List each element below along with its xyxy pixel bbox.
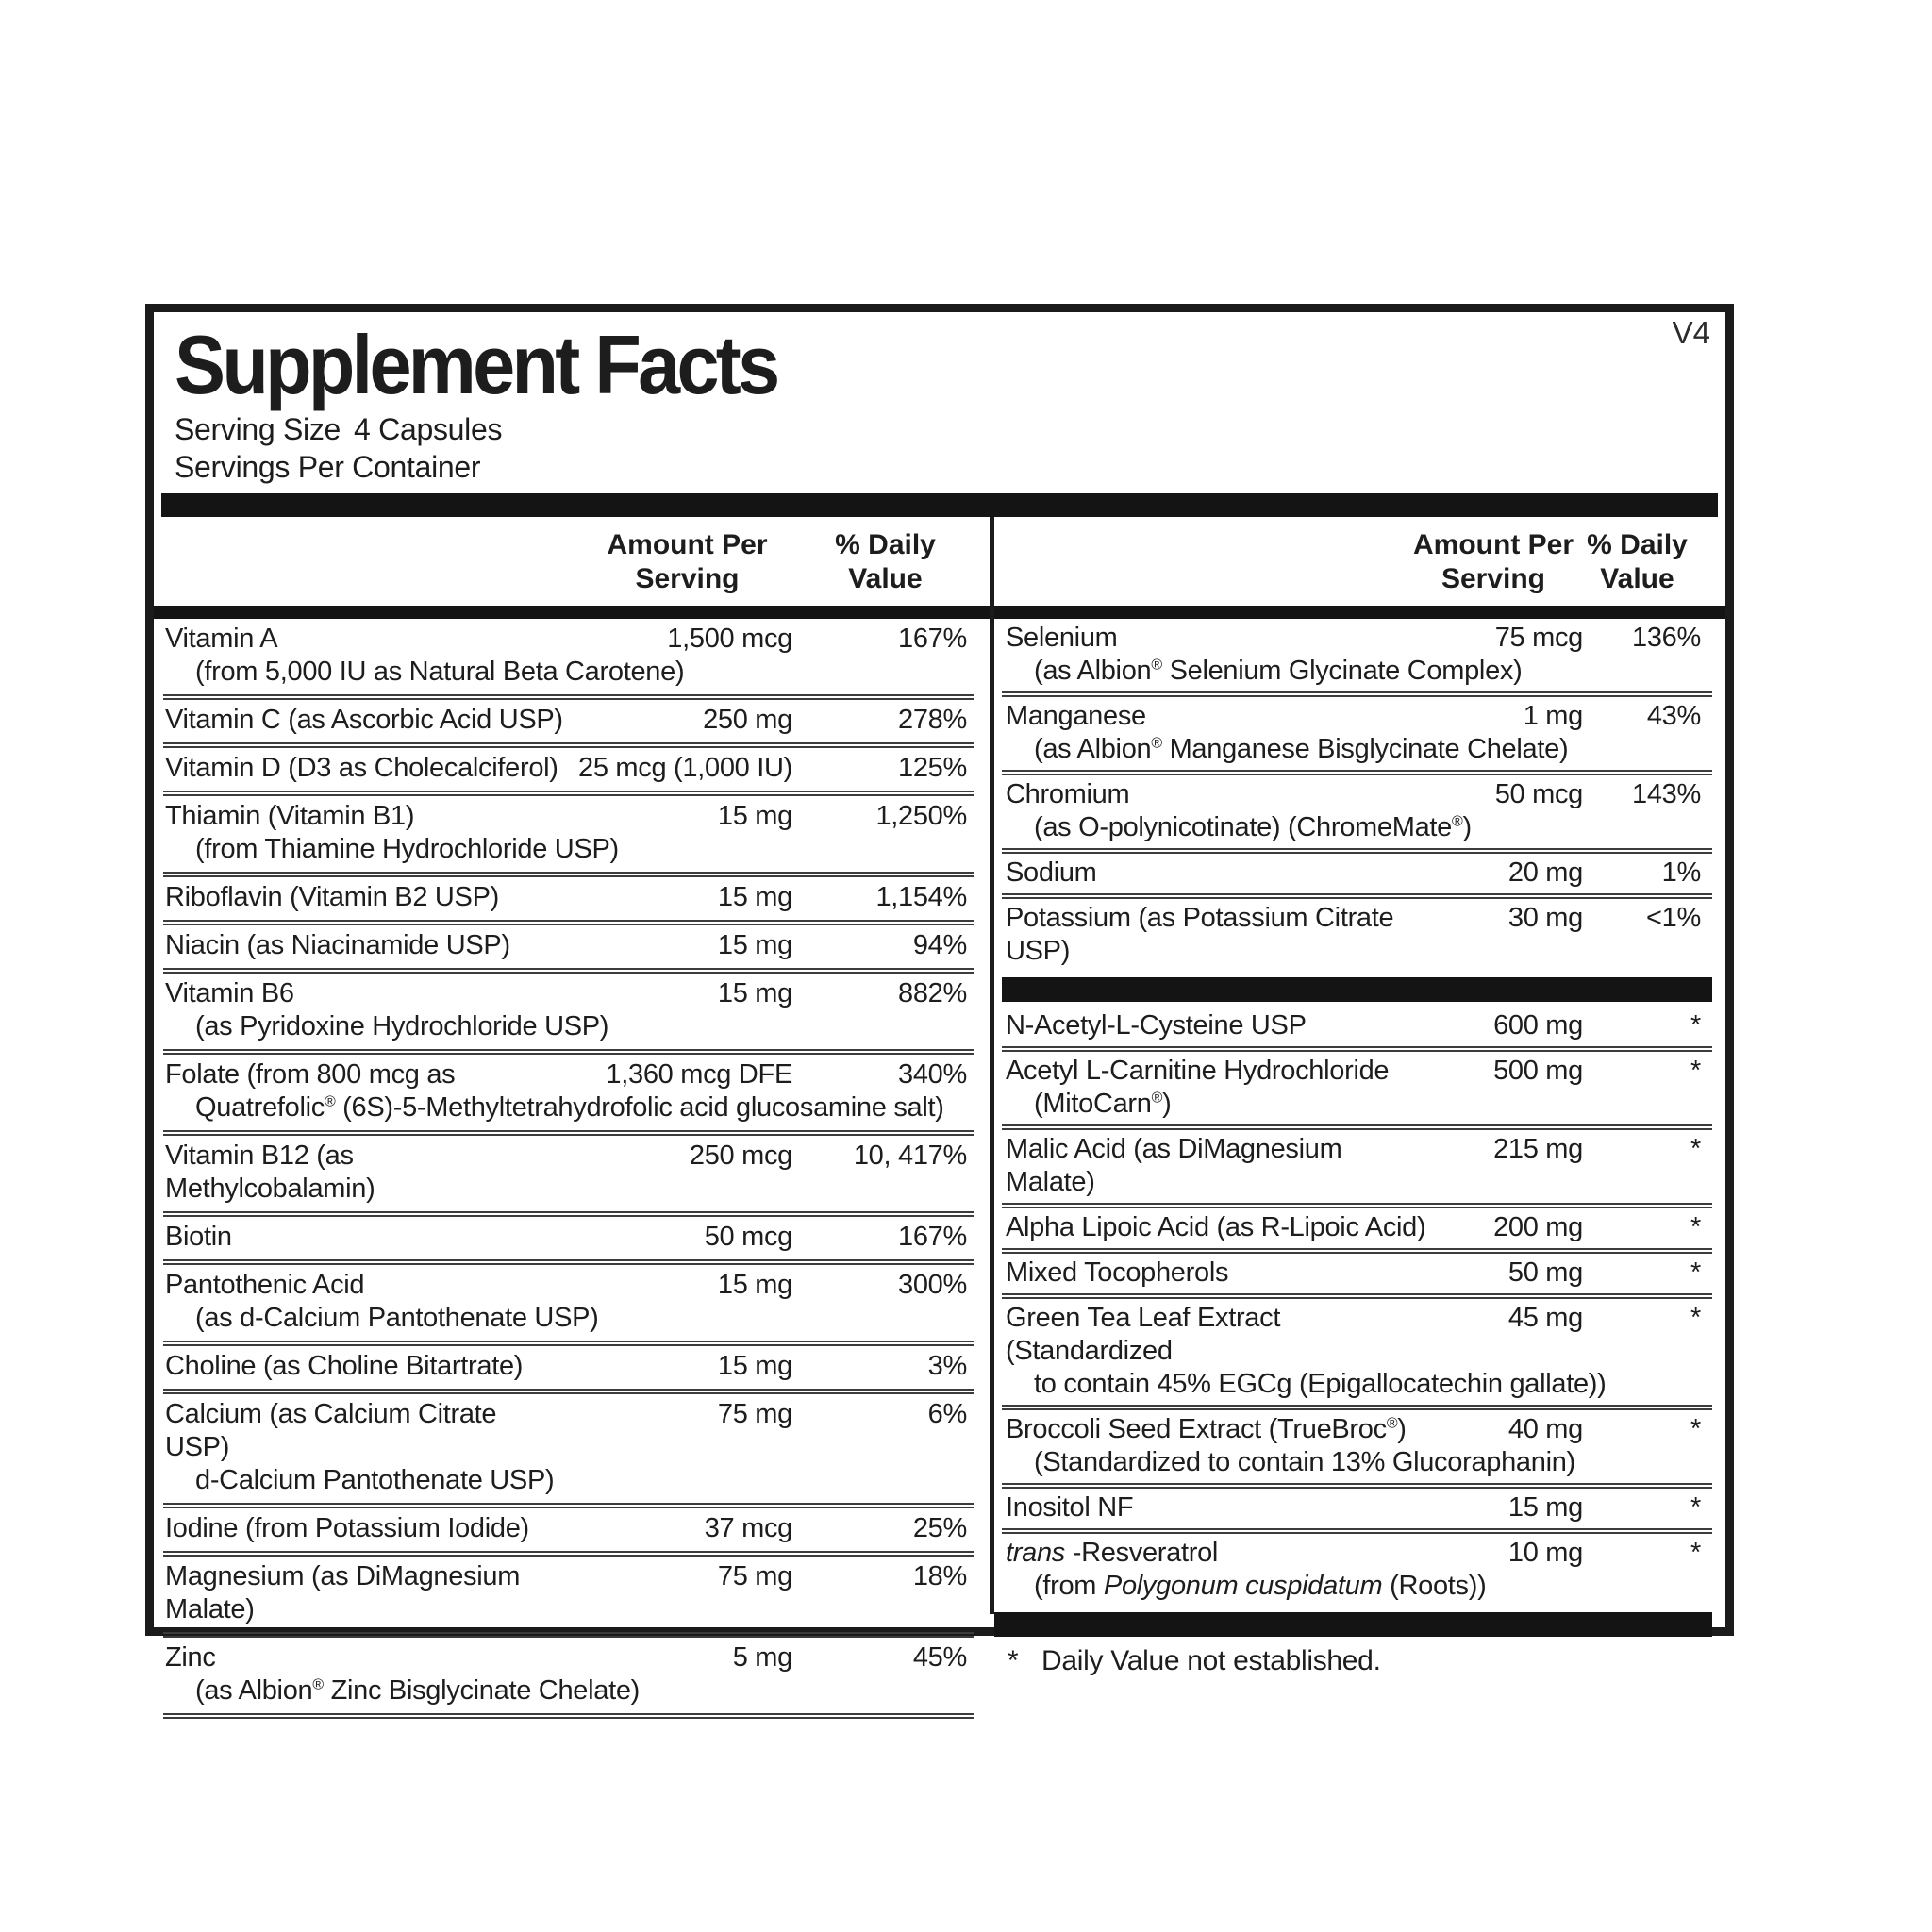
ingredient-amount: 250 mg: [703, 705, 792, 735]
ingredient-name: Green Tea Leaf Extract (Standardized: [1006, 1303, 1281, 1366]
table-row-main: [1002, 1257, 1712, 1290]
ingredient-amount: 45 mg: [1507, 1303, 1583, 1333]
amount-per-serving-header: Amount Per Serving: [1413, 529, 1574, 594]
ingredient-daily-value: *: [1690, 1056, 1701, 1086]
ingredient-name: Alpha Lipoic Acid (as R-Lipoic Acid): [1006, 1212, 1426, 1242]
table-row-main: [1002, 1413, 1712, 1446]
table-row-main: [163, 1350, 974, 1383]
ingredient-daily-value: 10, 417%: [853, 1141, 967, 1171]
header-divider-bar-right: [994, 606, 1725, 619]
table-row: [163, 872, 974, 920]
ingredient-amount: 15 mg: [717, 882, 792, 912]
table-row-main: [163, 704, 974, 737]
ingredient-name: Folate (from 800 mcg as: [165, 1059, 456, 1090]
ingredient-daily-value: 136%: [1632, 623, 1701, 653]
left-rows: [163, 619, 974, 1719]
table-row: [1002, 1483, 1712, 1528]
ingredient-name: Inositol NF: [1006, 1492, 1134, 1523]
ingredient-detail: (from Thiamine Hydrochloride USP): [195, 834, 619, 864]
table-row: [163, 1341, 974, 1389]
table-row: [1002, 1203, 1712, 1248]
footnote: [994, 1637, 1725, 1678]
serving-size-line: [175, 410, 1725, 448]
ingredient-detail: (as Albion® Manganese Bisglycinate Chelate): [1034, 734, 1569, 764]
table-row-main: [1002, 1302, 1712, 1368]
ingredient-name: Iodine (from Potassium Iodide): [165, 1513, 529, 1543]
ingredient-name: Mixed Tocopherols: [1006, 1257, 1229, 1288]
ingredient-daily-value: 300%: [898, 1270, 967, 1300]
table-row-main: [163, 752, 974, 785]
ingredient-name: Sodium: [1006, 858, 1097, 888]
table-row: [163, 1389, 974, 1503]
ingredient-amount: 37 mcg: [704, 1513, 792, 1543]
ingredient-amount: 200 mg: [1493, 1212, 1583, 1242]
ingredient-amount: 75 mg: [717, 1399, 792, 1429]
serving-size-label: Serving Size: [175, 412, 341, 446]
right-table-header: [994, 517, 1725, 606]
table-row: [163, 1259, 974, 1341]
ingredient-detail: (as d-Calcium Pantothenate USP): [195, 1303, 599, 1333]
left-table-header: [154, 517, 990, 606]
ingredient-name: Magnesium (as DiMagnesium Malate): [165, 1561, 521, 1624]
table-row-main: [163, 800, 974, 833]
ingredient-daily-value: *: [1690, 1134, 1701, 1164]
ingredient-name: Thiamin (Vitamin B1): [165, 801, 415, 831]
ingredient-name: Riboflavin (Vitamin B2 USP): [165, 882, 500, 912]
ingredient-daily-value: *: [1690, 1414, 1701, 1444]
table-row: [1002, 1293, 1712, 1405]
ingredient-detail: (as Albion® Selenium Glycinate Complex): [1034, 656, 1523, 686]
ingredient-daily-value: 167%: [898, 1222, 967, 1252]
table-row: [1002, 1248, 1712, 1293]
ingredient-name: Biotin: [165, 1222, 232, 1252]
table-row-main: [163, 977, 974, 1010]
table-row: [163, 1503, 974, 1551]
ingredient-amount: 15 mg: [717, 978, 792, 1008]
table-row-main: [1002, 1211, 1712, 1244]
ingredient-name: Niacin (as Niacinamide USP): [165, 930, 510, 960]
ingredient-name: Manganese: [1006, 701, 1146, 731]
ingredient-name: Vitamin D (D3 as Cholecalciferol): [165, 753, 558, 783]
table-row: [163, 1551, 974, 1632]
ingredient-daily-value: 25%: [912, 1513, 967, 1543]
ingredient-daily-value: *: [1690, 1492, 1701, 1523]
version-tag: V4: [1672, 315, 1710, 350]
ingredient-amount: 15 mg: [717, 1270, 792, 1300]
table-row-main: [163, 1398, 974, 1464]
ingredient-amount: 25 mcg (1,000 IU): [578, 753, 792, 783]
serving-size-value: 4 Capsules: [354, 412, 503, 446]
ingredient-daily-value: *: [1690, 1257, 1701, 1288]
servings-per-container-line: Servings Per Container: [175, 450, 481, 484]
footnote-asterisk: *: [1008, 1645, 1019, 1676]
table-row-main: [163, 1512, 974, 1545]
ingredient-name: Calcium (as Calcium Citrate USP): [165, 1399, 497, 1462]
table-row: [163, 742, 974, 791]
ingredient-name: Acetyl L-Carnitine Hydrochloride: [1006, 1056, 1390, 1086]
ingredient-daily-value: 18%: [912, 1561, 967, 1591]
ingredient-amount: 30 mg: [1507, 903, 1583, 933]
ingredient-amount: 15 mg: [1507, 1492, 1583, 1523]
supplement-facts-label: [145, 304, 1734, 1706]
table-row-main: [1002, 1055, 1712, 1088]
ingredient-daily-value: 278%: [898, 705, 967, 735]
ingredient-daily-value: *: [1690, 1212, 1701, 1242]
table-row: [1002, 770, 1712, 848]
ingredient-amount: 600 mg: [1493, 1010, 1583, 1041]
table-row-main: [163, 1221, 974, 1254]
table-row-main: [163, 623, 974, 656]
table-row: [163, 1130, 974, 1211]
ingredient-name: trans -Resveratrol: [1006, 1538, 1219, 1568]
right-table: [994, 517, 1725, 1676]
table-row: [163, 791, 974, 872]
ingredient-detail: (MitoCarn®): [1034, 1089, 1172, 1119]
ingredient-daily-value: 167%: [898, 624, 967, 654]
table-row: [163, 968, 974, 1049]
ingredient-amount: 500 mg: [1493, 1056, 1583, 1086]
table-row-main: [163, 1560, 974, 1626]
table-row: [1002, 1528, 1712, 1607]
ingredient-name: Vitamin B12 (as Methylcobalamin): [165, 1141, 375, 1204]
table-row-main: [163, 1269, 974, 1302]
ingredient-name: Zinc: [165, 1642, 216, 1673]
ingredient-daily-value: 1,250%: [875, 801, 967, 831]
table-row-main: [1002, 778, 1712, 811]
top-thick-bar: [161, 493, 1718, 517]
ingredient-daily-value: 3%: [927, 1351, 967, 1381]
table-row-main: [1002, 902, 1712, 968]
table-row-main: [1002, 1009, 1712, 1042]
ingredient-detail: (Standardized to contain 13% Glucoraphanin): [1034, 1447, 1575, 1477]
daily-value-header: % Daily Value: [1587, 529, 1688, 594]
ingredient-amount: 40 mg: [1507, 1414, 1583, 1444]
ingredient-amount: 1 mg: [1523, 701, 1583, 731]
table-row: [1002, 848, 1712, 893]
ingredient-daily-value: *: [1690, 1303, 1701, 1333]
ingredient-amount: 15 mg: [717, 930, 792, 960]
right-rows: [1002, 619, 1712, 1607]
ingredient-detail: to contain 45% EGCg (Epigallocatechin gallate)): [1034, 1369, 1607, 1399]
ingredient-detail: Quatrefolic® (6S)-5-Methyltetrahydrofolic acid glucosamine salt): [195, 1092, 944, 1123]
ingredient-name: Choline (as Choline Bitartrate): [165, 1351, 524, 1381]
ingredient-name: Potassium (as Potassium Citrate USP): [1006, 903, 1394, 966]
ingredient-amount: 50 mg: [1507, 1257, 1583, 1288]
ingredient-daily-value: *: [1690, 1538, 1701, 1568]
ingredient-detail: (as O-polynicotinate) (ChromeMate®): [1034, 812, 1472, 842]
ingredient-name: Selenium: [1006, 623, 1118, 653]
ingredient-amount: 1,360 mcg DFE: [606, 1059, 792, 1090]
table-row: [163, 920, 974, 968]
label-intro: [154, 312, 1725, 486]
ingredient-detail: (as Pyridoxine Hydrochloride USP): [195, 1011, 609, 1041]
ingredient-daily-value: 882%: [898, 978, 967, 1008]
table-row: [1002, 1124, 1712, 1203]
ingredient-name: Vitamin C (as Ascorbic Acid USP): [165, 705, 563, 735]
table-row-main: [1002, 622, 1712, 655]
ingredient-amount: 75 mg: [717, 1561, 792, 1591]
ingredient-name: Broccoli Seed Extract (TrueBroc®): [1006, 1414, 1407, 1444]
table-row-main: [1002, 857, 1712, 890]
ingredient-name: Malic Acid (as DiMagnesium Malate): [1006, 1134, 1342, 1197]
ingredient-detail: (as Albion® Zinc Bisglycinate Chelate): [195, 1675, 641, 1706]
ingredient-daily-value: 1,154%: [875, 882, 967, 912]
header-spacer: [165, 528, 576, 596]
table-row: [163, 1211, 974, 1259]
table-row-main: [1002, 1537, 1712, 1570]
ingredient-amount: 50 mcg: [704, 1222, 792, 1252]
ingredient-name: N-Acetyl-L-Cysteine USP: [1006, 1010, 1307, 1041]
table-row-main: [163, 881, 974, 914]
ingredient-amount: 15 mg: [717, 801, 792, 831]
left-table: [154, 517, 990, 1706]
table-row-main: [163, 1140, 974, 1206]
ingredient-daily-value: 340%: [898, 1059, 967, 1090]
table-row: [163, 619, 974, 694]
ingredient-daily-value: 94%: [912, 930, 967, 960]
table-row: [1002, 1046, 1712, 1124]
ingredient-amount: 50 mcg: [1494, 779, 1583, 809]
ingredient-amount: 20 mg: [1507, 858, 1583, 888]
header-spacer: [1006, 528, 1413, 596]
ingredient-amount: 1,500 mcg: [667, 624, 792, 654]
table-row-main: [1002, 700, 1712, 733]
ingredient-amount: 75 mcg: [1494, 623, 1583, 653]
ingredient-amount: 215 mg: [1493, 1134, 1583, 1164]
table-row: [1002, 1007, 1712, 1046]
table-row: [163, 694, 974, 742]
ingredient-detail: (from Polygonum cuspidatum (Roots)): [1034, 1571, 1487, 1601]
ingredient-daily-value: 143%: [1632, 779, 1701, 809]
ingredient-daily-value: 125%: [898, 753, 967, 783]
table-row: [163, 1049, 974, 1130]
ingredient-daily-value: 1%: [1661, 858, 1701, 888]
ingredient-name: Vitamin B6: [165, 978, 294, 1008]
table-row: [1002, 1405, 1712, 1483]
table-row-main: [163, 1058, 974, 1091]
table-row: [1002, 691, 1712, 770]
ingredient-amount: 5 mg: [732, 1642, 792, 1673]
ingredient-name: Pantothenic Acid: [165, 1270, 365, 1300]
ingredient-name: Vitamin A: [165, 624, 278, 654]
table-row: [163, 1632, 974, 1713]
table-row: [1002, 619, 1712, 691]
ingredient-daily-value: <1%: [1646, 903, 1701, 933]
ingredient-detail: (from 5,000 IU as Natural Beta Carotene): [195, 657, 685, 687]
table-row-main: [163, 1641, 974, 1674]
amount-per-serving-header: Amount Per Serving: [607, 529, 768, 594]
footnote-divider-bar: [994, 1612, 1712, 1637]
footnote-text: Daily Value not established.: [1041, 1645, 1381, 1676]
ingredient-name: Chromium: [1006, 779, 1130, 809]
ingredient-daily-value: *: [1690, 1010, 1701, 1041]
ingredient-daily-value: 43%: [1646, 701, 1701, 731]
table-row-main: [163, 929, 974, 962]
section-divider-bar: [1002, 977, 1712, 1002]
table-columns: [154, 517, 1725, 1706]
label-title: Supplement Facts: [175, 318, 777, 411]
ingredient-amount: 10 mg: [1507, 1538, 1583, 1568]
table-row-main: [1002, 1491, 1712, 1524]
ingredient-daily-value: 6%: [927, 1399, 967, 1429]
ingredient-daily-value: 45%: [912, 1642, 967, 1673]
table-row-main: [1002, 1133, 1712, 1199]
table-row: [1002, 893, 1712, 972]
daily-value-header: % Daily Value: [835, 529, 936, 594]
header-divider-bar-left: [154, 606, 990, 619]
ingredient-detail: d-Calcium Pantothenate USP): [195, 1465, 555, 1495]
ingredient-amount: 250 mcg: [689, 1141, 792, 1171]
ingredient-amount: 15 mg: [717, 1351, 792, 1381]
